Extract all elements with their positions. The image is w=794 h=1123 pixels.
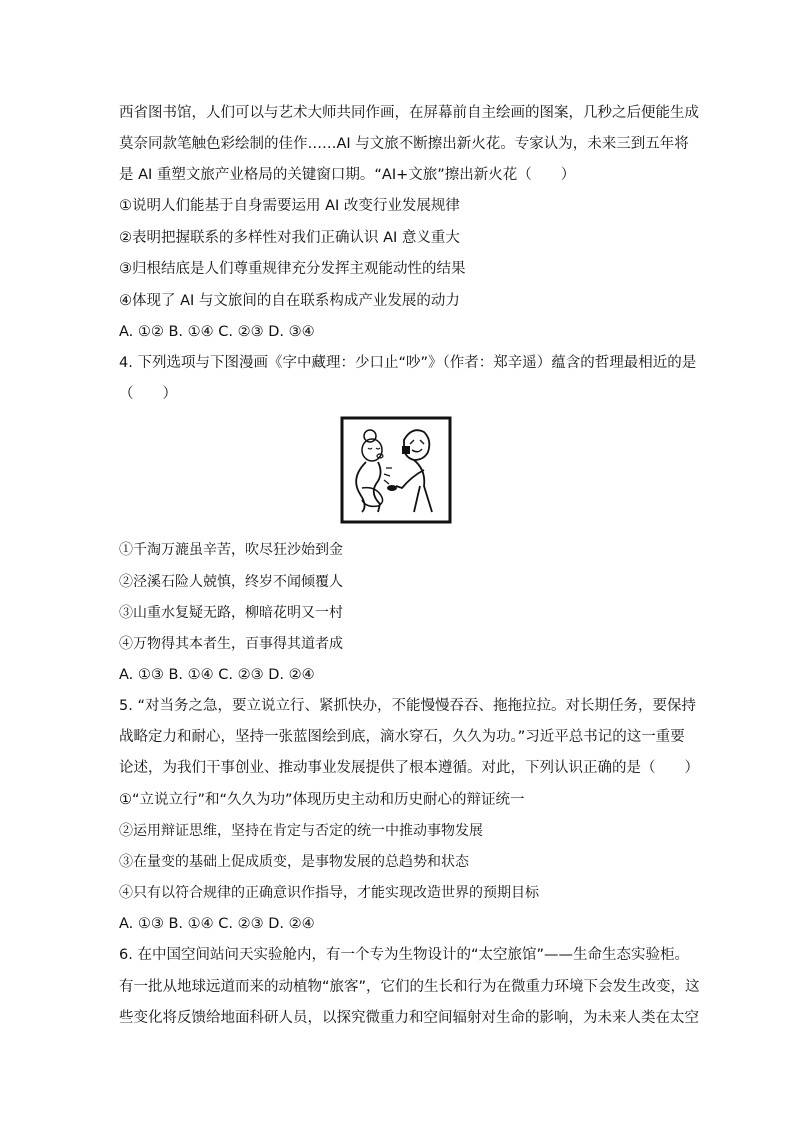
q4-answer-choices: A. ①③ B. ①④ C. ②③ D. ②④ [119, 667, 315, 683]
q3-stem-line-2: 莫奈同款笔触色彩绘制的佳作……AI 与文旅不断擦出新火花。专家认为，未来三到五年将 [119, 136, 689, 152]
q6-stem-line-1: 6. 在中国空间站问天实验舱内，有一个专为生物设计的“太空旅馆”——生命生态实验柜。 [119, 947, 689, 963]
q5-option-2: ②运用辩证思维，坚持在肯定与否定的统一中推动事物发展 [119, 823, 483, 839]
q5-stem-line-1: 5. “对当务之急，要立说立行、紧抓快办，不能慢慢吞吞、拖拖拉拉。对长期任务，要保持 [119, 698, 696, 714]
q6-stem-line-2: 有一批从地球远道而来的动植物“旅客”，它们的生长和行为在微重力环境下会发生改变，这 [119, 979, 700, 995]
q4-option-4: ④万物得其本者生，百事得其道者成 [119, 636, 343, 652]
cartoon-illustration [340, 416, 452, 524]
q4-stem-line-2: （ ） [119, 386, 177, 402]
q4-stem-line-1: 4. 下列选项与下图漫画《字中藏理：少口止“吵”》（作者：郑辛遥）蕴含的哲理最相近的是 [119, 355, 697, 371]
q3-stem-line-1: 西省图书馆，人们可以与艺术大师共同作画，在屏幕前自主绘画的图案，几秒之后便能生成 [119, 105, 699, 121]
q3-stem-line-3: 是 AI 重塑文旅产业格局的关键窗口期。“AI+文旅”擦出新火花（ ） [119, 167, 576, 183]
q3-option-2: ②表明把握联系的多样性对我们正确认识 AI 意义重大 [119, 230, 460, 246]
q4-option-3: ③山重水复疑无路，柳暗花明又一村 [119, 605, 343, 621]
q5-stem-line-2: 战略定力和耐心，坚持一张蓝图绘到底，滴水穿石，久久为功。”习近平总书记的这一重要 [119, 729, 685, 745]
q5-option-4: ④只有以符合规律的正确意识作指导，才能实现改造世界的预期目标 [119, 885, 539, 901]
q4-option-2: ②泾溪石险人兢慎，终岁不闻倾覆人 [119, 574, 343, 590]
q5-option-1: ①“立说立行”和“久久为功”体现历史主动和历史耐心的辩证统一 [119, 792, 525, 808]
q3-option-1: ①说明人们能基于自身需要运用 AI 改变行业发展规律 [119, 198, 460, 214]
q5-stem-line-3: 论述，为我们干事创业、推动事业发展提供了根本遵循。对此，下列认识正确的是（ ） [119, 760, 699, 776]
q4-option-1: ①千淘万漉虽辛苦，吹尽狂沙始到金 [119, 542, 343, 558]
q3-option-4: ④体现了 AI 与文旅间的自在联系构成产业发展的动力 [119, 293, 460, 309]
q3-option-3: ③归根结底是人们尊重规律充分发挥主观能动性的结果 [119, 261, 466, 277]
q5-option-3: ③在量变的基础上促成质变，是事物发展的总趋势和状态 [119, 854, 469, 870]
q6-stem-line-3: 些变化将反馈给地面科研人员，以探究微重力和空间辐射对生命的影响，为未来人类在太空 [119, 1010, 699, 1026]
q3-answer-choices: A. ①② B. ①④ C. ②③ D. ③④ [119, 324, 315, 340]
q5-answer-choices: A. ①③ B. ①④ C. ②③ D. ②④ [119, 916, 315, 932]
